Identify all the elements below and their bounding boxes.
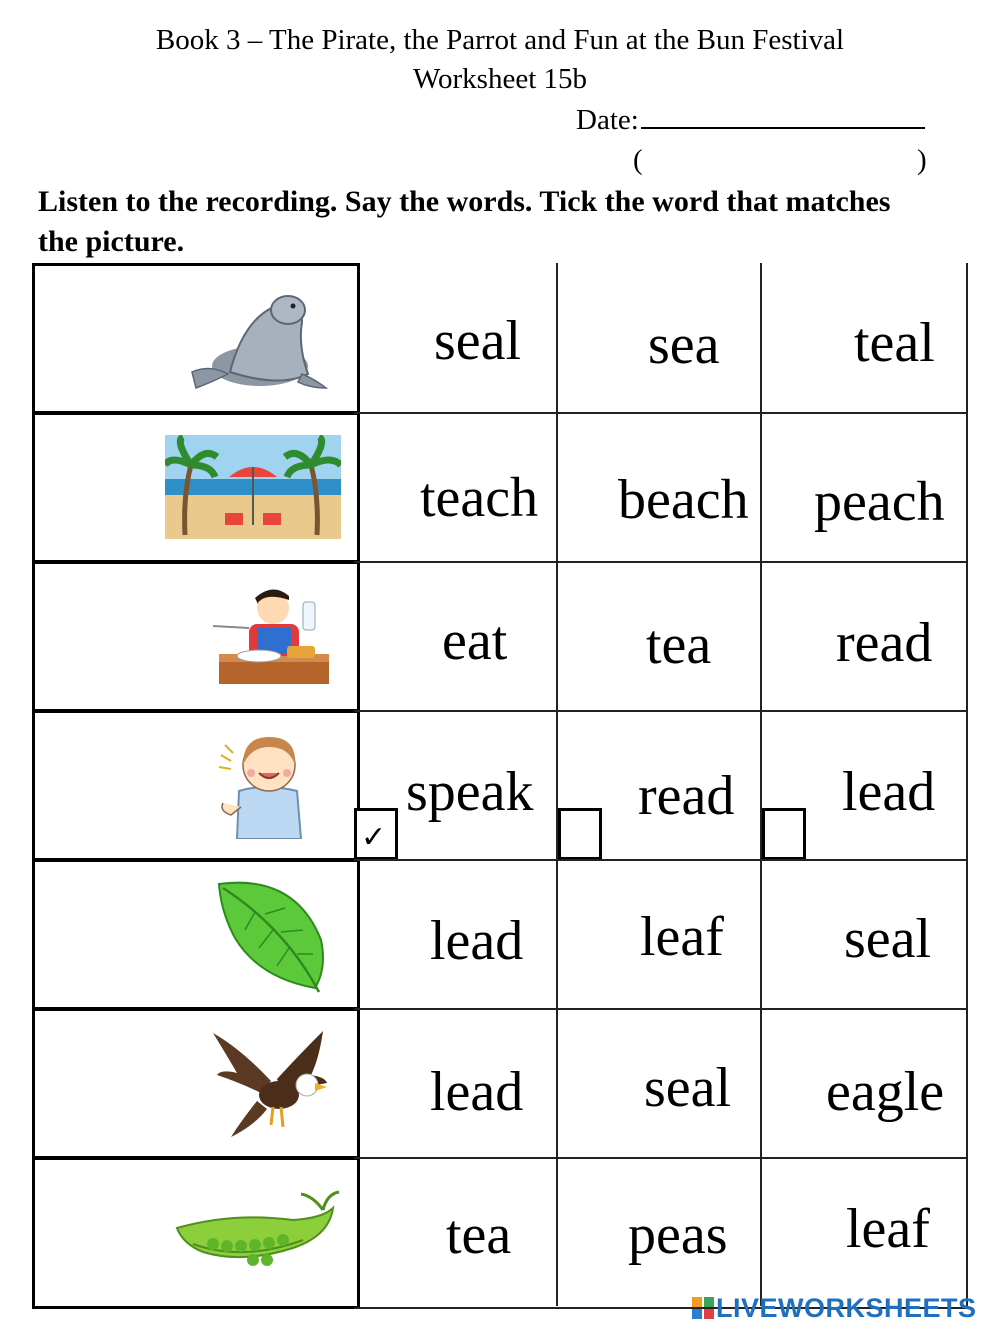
word-option: leaf	[846, 1198, 930, 1260]
word-option: lead	[430, 910, 524, 972]
word-cell[interactable]	[762, 1157, 968, 1306]
picture-cell	[32, 859, 360, 1010]
table-row	[32, 710, 970, 859]
word-cell[interactable]	[762, 561, 968, 710]
word-option: beach	[618, 469, 749, 531]
leaf-picture	[215, 878, 329, 998]
word-cell[interactable]	[354, 263, 558, 412]
picture-cell	[32, 412, 360, 563]
word-cell[interactable]	[354, 1157, 558, 1306]
word-cell[interactable]	[558, 561, 762, 710]
tick-box[interactable]	[558, 808, 602, 860]
tick-box[interactable]	[762, 808, 806, 860]
table-row	[32, 412, 970, 561]
word-option: tea	[446, 1204, 512, 1266]
tick-box[interactable]	[354, 808, 398, 860]
word-option: read	[836, 612, 933, 674]
worksheet-title: Book 3 – The Pirate, the Parrot and Fun at the Bun Festival	[155, 24, 845, 56]
word-option: peach	[814, 471, 945, 533]
date-label: Date:	[576, 104, 639, 136]
word-cell[interactable]	[762, 263, 968, 412]
word-cell[interactable]	[558, 412, 762, 561]
word-picture-grid	[32, 263, 970, 1309]
word-option: seal	[844, 908, 932, 970]
boy-eating-picture	[213, 588, 331, 688]
picture-cell	[32, 1008, 360, 1159]
picture-cell	[32, 561, 360, 712]
word-option: leaf	[640, 906, 724, 968]
table-row	[32, 1008, 970, 1157]
word-cell[interactable]	[762, 1008, 968, 1157]
word-cell[interactable]	[558, 1008, 762, 1157]
table-row	[32, 1157, 970, 1306]
worksheet-subtitle: Worksheet 15b	[412, 63, 588, 95]
eagle-picture	[211, 1029, 331, 1141]
seal-picture	[190, 284, 330, 396]
word-option: teach	[420, 467, 539, 529]
word-cell	[762, 710, 968, 859]
word-option: tea	[646, 614, 712, 676]
word-option: lead	[842, 761, 936, 823]
word-cell	[558, 710, 762, 859]
word-cell[interactable]	[558, 263, 762, 412]
word-cell[interactable]	[558, 859, 762, 1008]
liveworksheets-logo	[692, 1292, 977, 1324]
word-cell[interactable]	[354, 412, 558, 561]
word-cell	[354, 710, 558, 859]
date-field	[576, 103, 925, 136]
watermark-text: LIVEWORKSHEETS	[716, 1293, 977, 1323]
table-row	[32, 561, 970, 710]
beach-picture	[165, 435, 341, 539]
word-option: seal	[644, 1057, 732, 1119]
word-cell[interactable]	[354, 1008, 558, 1157]
boy-speaking-picture	[217, 725, 313, 839]
liveworksheets-logo-icon	[692, 1297, 714, 1319]
word-cell[interactable]	[354, 561, 558, 710]
word-cell[interactable]	[762, 412, 968, 561]
picture-cell	[32, 263, 360, 414]
table-row	[32, 263, 970, 412]
word-option: read	[638, 765, 735, 827]
name-paren-open: (	[633, 144, 643, 176]
table-row	[32, 859, 970, 1008]
word-option: peas	[628, 1204, 728, 1266]
instructions: Listen to the recording. Say the words. Tick the word that matches the picture.	[38, 185, 891, 258]
date-blank-line[interactable]	[641, 103, 925, 129]
word-option: seal	[434, 310, 522, 372]
word-cell[interactable]	[762, 859, 968, 1008]
word-cell[interactable]	[558, 1157, 762, 1306]
peas-picture	[173, 1188, 341, 1278]
tick-mark-icon: ✓	[361, 821, 387, 854]
word-option: lead	[430, 1061, 524, 1123]
word-option: eagle	[826, 1061, 945, 1123]
word-option: eat	[442, 610, 508, 672]
word-option: sea	[648, 314, 720, 376]
picture-cell	[32, 710, 360, 861]
word-option: speak	[406, 761, 534, 823]
picture-cell	[32, 1157, 360, 1309]
word-cell[interactable]	[354, 859, 558, 1008]
name-paren-close: )	[917, 144, 927, 176]
word-option: teal	[854, 312, 935, 374]
